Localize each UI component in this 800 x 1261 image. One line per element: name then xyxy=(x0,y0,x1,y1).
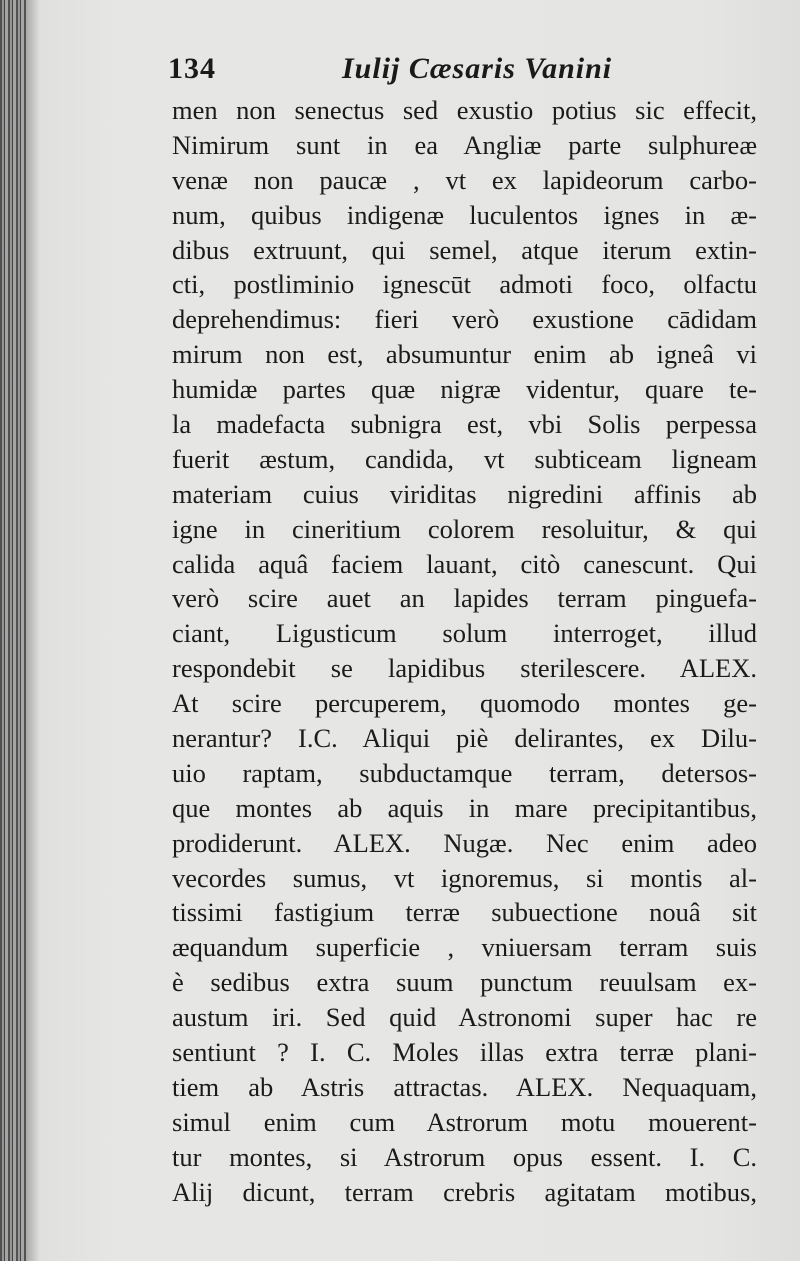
text-line: mirum non est, absumuntur enim ab igneâ vi xyxy=(172,339,757,370)
text-line: men non senectus sed exustio potius sic effecit, xyxy=(172,95,757,125)
text-line: Nimirum sunt in ea Angliæ parte sulphureæ xyxy=(172,129,757,160)
text-line: num, quibus indigenæ luculentos ignes in æ- xyxy=(172,199,757,230)
text-line: sentiunt ? I. C. Moles illas extra terræ plani- xyxy=(172,1037,757,1068)
text-line: uio raptam, subductamque terram, detersos- xyxy=(172,757,757,788)
text-line: Alij dicunt, terram crebris agitatam motibus, xyxy=(172,1176,757,1207)
text-line: materiam cuius viriditas nigredini affinis ab xyxy=(172,478,757,509)
text-line: deprehendimus: fieri verò exustione cādidam xyxy=(172,304,757,335)
text-line: respondebit se lapidibus sterilescere. ALEX. xyxy=(172,653,757,684)
text-line: tissimi fastigium terræ subuectione nouâ sit xyxy=(172,897,757,928)
text-line: venæ non paucæ , vt ex lapideorum carbo- xyxy=(172,164,757,195)
text-line: ciant, Ligusticum solum interroget, illud xyxy=(172,618,757,649)
text-line: humidæ partes quæ nigræ videntur, quare te- xyxy=(172,374,757,405)
running-title: Iulij Cæsaris Vanini xyxy=(342,52,613,85)
text-line: simul enim cum Astrorum motu mouerent- xyxy=(172,1106,757,1137)
text-line: la madefacta subnigra est, vbi Solis perpessa xyxy=(172,409,757,440)
text-line: cti, postliminio ignescūt admoti foco, olfactu xyxy=(172,269,757,300)
book-binding-edge xyxy=(0,0,26,1261)
text-line: tiem ab Astris attractas. ALEX. Nequaquam, xyxy=(172,1071,757,1102)
text-line: verò scire auet an lapides terram pinguefa- xyxy=(172,583,757,614)
text-line: æquandum superficie , vniuersam terram suis xyxy=(172,932,757,963)
text-line: igne in cineritium colorem resoluitur, & qui xyxy=(172,513,757,544)
text-line: prodiderunt. ALEX. Nugæ. Nec enim adeo xyxy=(172,827,757,858)
text-line: fuerit æstum, candida, vt subticeam ligneam xyxy=(172,443,757,474)
page-header xyxy=(168,52,748,92)
text-line: dibus extruunt, qui semel, atque iterum extin- xyxy=(172,234,757,265)
gutter-shadow xyxy=(26,0,40,1261)
text-line: nerantur? I.C. Aliqui piè delirantes, ex Dilu- xyxy=(172,723,757,754)
text-line: tur montes, si Astrorum opus essent. I. C. xyxy=(172,1141,757,1172)
text-line: At scire percuperem, quomodo montes ge- xyxy=(172,688,757,719)
text-line: que montes ab aquis in mare precipitantibus, xyxy=(172,792,757,823)
text-line: austum iri. Sed quid Astronomi super hac re xyxy=(172,1002,757,1033)
body-text xyxy=(172,93,762,1210)
text-line: vecordes sumus, vt ignoremus, si montis al- xyxy=(172,862,757,893)
text-line: calida aquâ faciem lauant, citò canescunt. Qui xyxy=(172,548,757,579)
text-line: è sedibus extra suum punctum reuulsam ex- xyxy=(172,967,757,998)
page-number: 134 xyxy=(168,52,216,85)
